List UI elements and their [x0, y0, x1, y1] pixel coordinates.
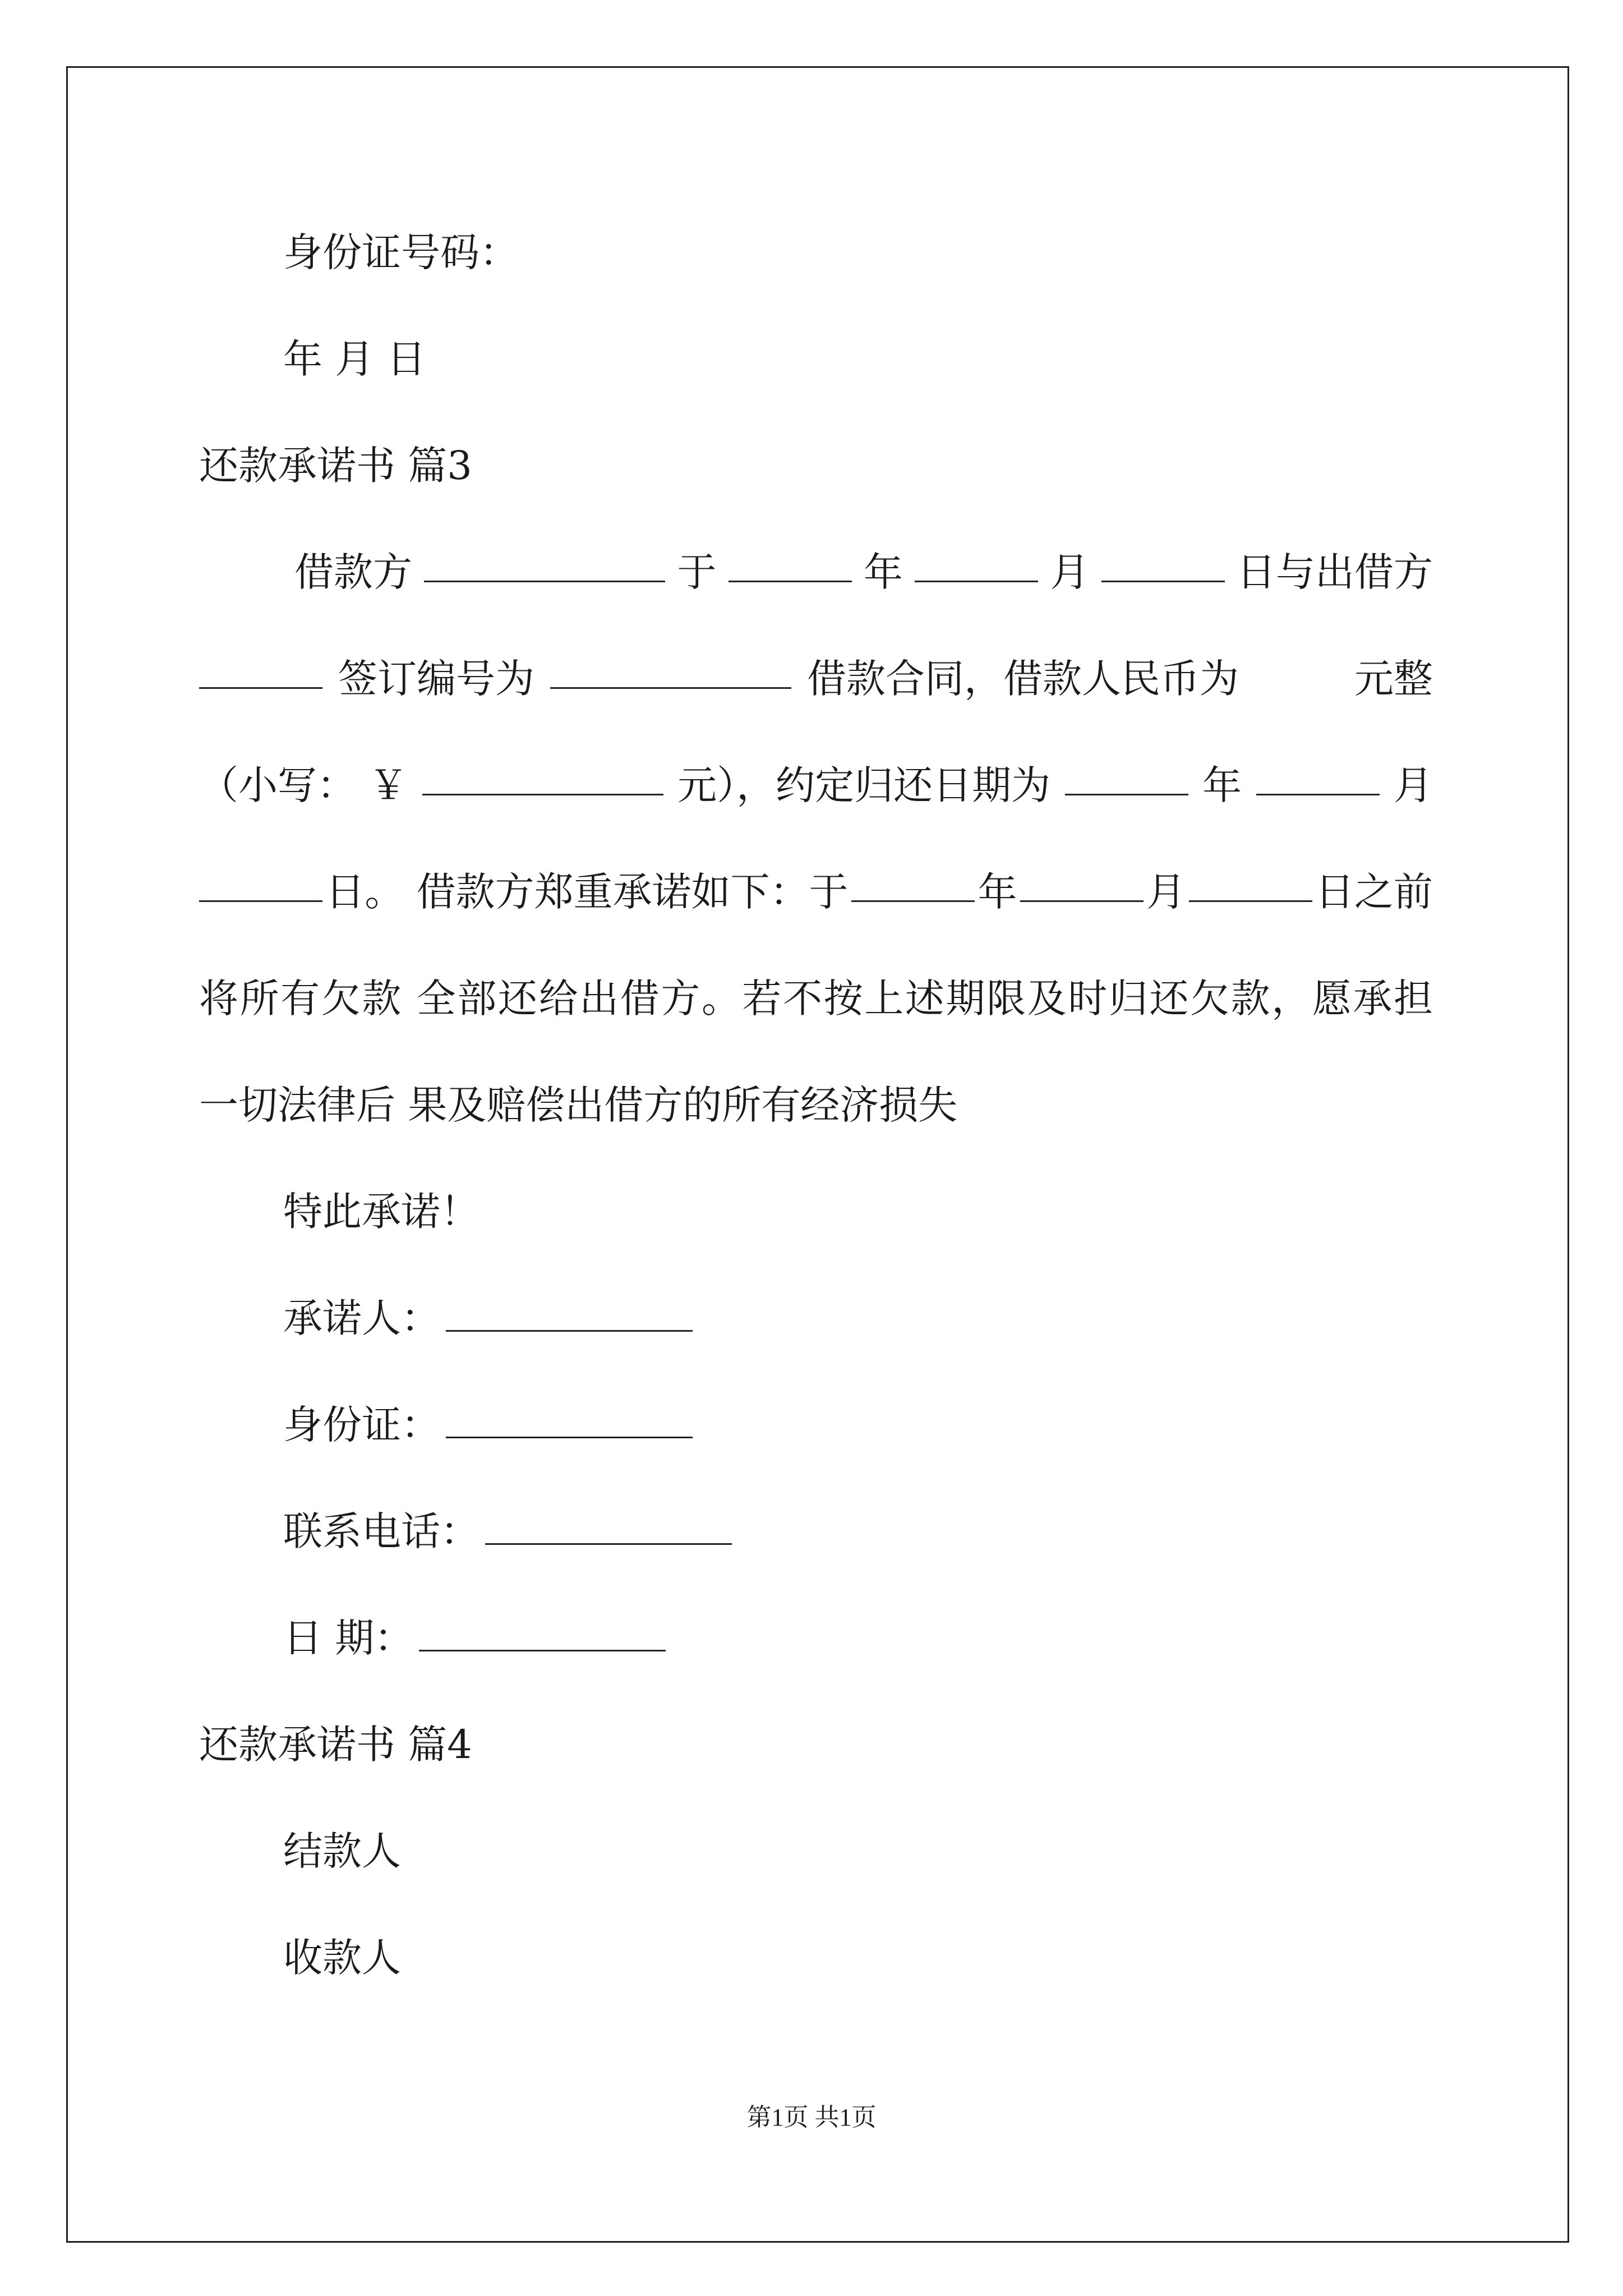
promisor-line [283, 1293, 693, 1343]
text: 月 [1393, 762, 1433, 808]
blank-field [1101, 547, 1225, 582]
id-number-label: 身份证号码： [283, 229, 519, 275]
blank-field [199, 867, 322, 902]
date-label: 日 期： [283, 1615, 414, 1661]
promisor-blank [446, 1296, 693, 1332]
special-promise: 特此承诺！ [283, 1189, 479, 1235]
spacer [1255, 654, 1339, 704]
text: 日之前 [1315, 869, 1433, 915]
section3-title: 还款承诺书 篇3 [199, 443, 472, 489]
paragraph-line-3 [199, 760, 1433, 811]
paragraph-line-6: 一切法律后 果及赔偿出借方的所有经济损失 [199, 1082, 958, 1128]
paragraph-line-2 [199, 654, 1433, 704]
blank-field [728, 547, 852, 582]
section4-title: 还款承诺书 篇4 [199, 1722, 472, 1768]
text: 年 [978, 869, 1017, 915]
phone-label: 联系电话： [283, 1508, 479, 1554]
phone-line [283, 1506, 732, 1557]
text: 日与出借方 [1237, 549, 1433, 595]
promisor-label: 承诺人： [283, 1295, 440, 1341]
text: 借款合同，借款人民币为 [807, 656, 1239, 702]
blank-field [550, 654, 791, 689]
blank-field [1065, 760, 1188, 795]
text: 年 [1202, 762, 1242, 808]
date-line: 年 月 日 [283, 336, 426, 382]
date-blank [419, 1616, 666, 1651]
blank-field [915, 547, 1038, 582]
paragraph-line-1 [294, 547, 1433, 597]
blank-field [1189, 867, 1312, 902]
text: （小写： ￥ [199, 762, 408, 808]
paragraph-line-4 [199, 867, 1433, 917]
blank-field [1020, 867, 1144, 902]
payer-label: 结款人 [283, 1828, 401, 1874]
id-label: 身份证： [283, 1402, 440, 1448]
text: 元），约定归还日期为 [677, 762, 1051, 808]
id-line [283, 1400, 693, 1450]
text: 日。 借款方郑重承诺如下：于 [325, 869, 849, 915]
page-footer: 第1页 共1页 [746, 2104, 877, 2131]
page-border [66, 66, 1569, 2243]
date-sign-line [283, 1613, 666, 1663]
blank-field [199, 654, 322, 689]
text: 借款方 [294, 549, 412, 595]
phone-blank [485, 1510, 732, 1545]
paragraph-line-5: 将所有欠款 全部还给出借方。若不按上述期限及时归还欠款，愿承担 [199, 976, 1433, 1022]
payee-label: 收款人 [283, 1935, 401, 1981]
text: 签订编号为 [338, 656, 534, 702]
text: 元整 [1354, 656, 1433, 702]
text: 月 [1050, 549, 1090, 595]
text: 年 [864, 549, 903, 595]
blank-field [851, 867, 975, 902]
blank-field [422, 760, 663, 795]
id-blank [446, 1403, 693, 1438]
text: 月 [1146, 869, 1186, 915]
blank-field [1256, 760, 1380, 795]
text: 于 [677, 549, 717, 595]
blank-field [424, 547, 665, 582]
